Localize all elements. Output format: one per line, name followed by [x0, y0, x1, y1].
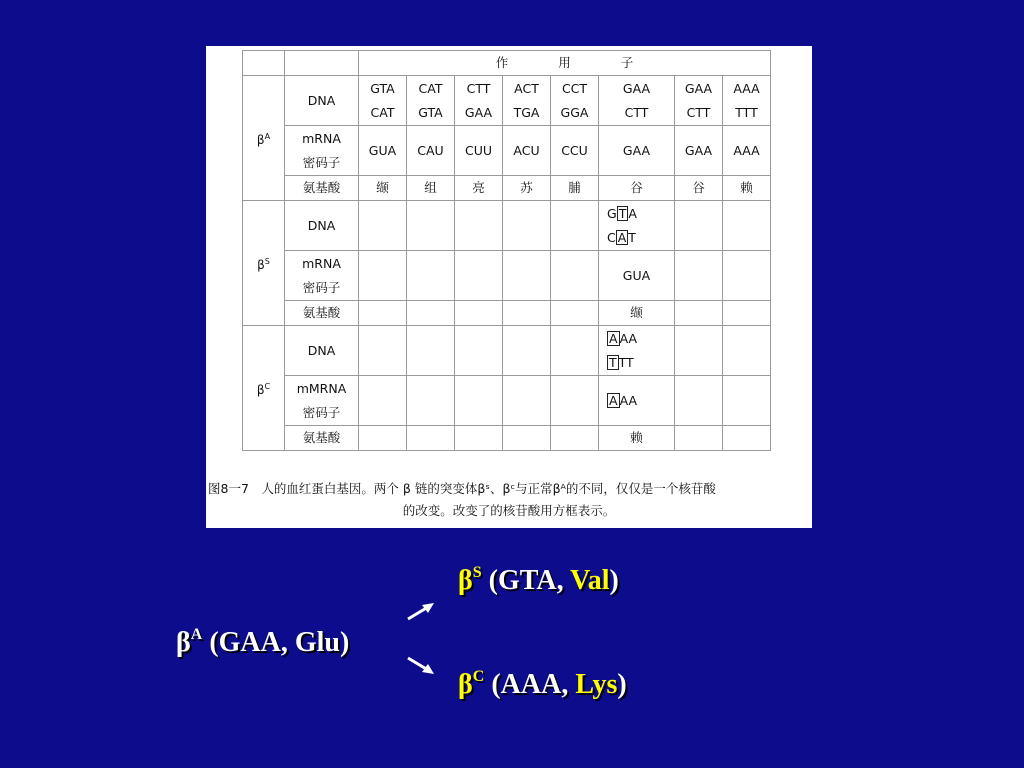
codon-header: 作 用 子	[359, 51, 771, 76]
mutated-nucleotide: A	[609, 392, 618, 408]
beta-c-codon: (AAA,	[484, 669, 576, 700]
nucleotide-text: G	[607, 205, 617, 221]
codon-cell	[675, 176, 723, 201]
figure-caption	[206, 478, 812, 522]
mutated-nucleotide: T	[618, 205, 627, 221]
codon-cell	[455, 426, 503, 451]
gene-superscript: A	[264, 131, 271, 141]
header-empty-cell	[285, 51, 359, 76]
codon-cell	[359, 251, 407, 301]
caption-line-1: 图8一7 人的血红蛋白基因。两个 β 链的突变体βˢ、βᶜ与正常βᴬ的不同，仅仅是一个核苷酸	[208, 481, 716, 496]
codon-text: GAA	[464, 104, 493, 120]
codon-cell	[407, 251, 455, 301]
codon-cell	[723, 251, 771, 301]
codon-cell	[675, 376, 723, 426]
table-row	[243, 201, 771, 251]
beta-symbol: β	[176, 627, 191, 658]
codon-text: 缬	[376, 180, 389, 195]
codon-cell	[599, 426, 675, 451]
row-label	[285, 326, 359, 376]
codon-text: ACU	[513, 142, 540, 158]
codon-text: 谷	[692, 180, 705, 195]
codon-cell	[675, 126, 723, 176]
codon-cell	[455, 201, 503, 251]
codon-cell	[723, 326, 771, 376]
nucleotide-text: T	[628, 229, 636, 245]
row-label-line: 氨基酸	[302, 180, 341, 195]
table-row	[243, 301, 771, 326]
mutant-codon-line	[599, 264, 674, 288]
codon-text: GGA	[560, 104, 589, 120]
codon-cell	[503, 201, 551, 251]
codon-text: TTT	[735, 104, 758, 120]
codon-cell	[723, 376, 771, 426]
nucleotide-text: GUA	[622, 267, 651, 283]
nucleotide-text: TT	[618, 354, 634, 370]
codon-text: CAU	[417, 142, 444, 158]
codon-text: 亮	[472, 180, 485, 195]
codon-cell	[455, 251, 503, 301]
beta-a-superscript: A	[190, 626, 203, 643]
beta-s-amino-acid: Val	[570, 565, 610, 596]
row-label-line: DNA	[307, 92, 336, 108]
codon-cell	[359, 76, 407, 126]
codon-cell	[675, 426, 723, 451]
codon-cell	[551, 326, 599, 376]
row-label	[285, 376, 359, 426]
table-row	[243, 176, 771, 201]
codon-cell	[599, 251, 675, 301]
nucleotide-text: 赖	[630, 430, 643, 445]
row-label-line: 密码子	[302, 154, 341, 170]
mutant-codon-line	[599, 327, 674, 351]
caption-line-2: 的改变。改变了的核苷酸用方框表示。	[402, 503, 616, 518]
codon-cell	[455, 126, 503, 176]
row-label-line: 密码子	[302, 404, 341, 420]
codon-text: GTA	[370, 80, 395, 96]
codon-cell	[407, 201, 455, 251]
beta-s-close: )	[609, 565, 619, 596]
codon-text: CAT	[418, 80, 443, 96]
table-row	[243, 251, 771, 301]
codon-cell	[503, 376, 551, 426]
codon-cell	[407, 301, 455, 326]
row-label	[285, 426, 359, 451]
beta-a-codon: (GAA, Glu)	[202, 627, 350, 658]
codon-cell	[551, 76, 599, 126]
beta-s-superscript: S	[472, 564, 482, 581]
codon-cell	[551, 251, 599, 301]
nucleotide-text: A	[628, 205, 637, 221]
codon-cell	[551, 376, 599, 426]
row-label	[285, 76, 359, 126]
codon-cell	[455, 76, 503, 126]
codon-cell	[599, 176, 675, 201]
codon-cell	[675, 301, 723, 326]
codon-cell	[503, 126, 551, 176]
beta-symbol: β	[256, 382, 265, 397]
codon-text: GAA	[684, 142, 713, 158]
codon-cell	[359, 326, 407, 376]
codon-text: AAA	[733, 142, 760, 158]
codon-cell	[723, 301, 771, 326]
codon-text: CCU	[561, 142, 588, 158]
beta-s-annotation	[458, 564, 619, 597]
codon-cell	[407, 326, 455, 376]
table-row	[243, 326, 771, 376]
arrow-up-icon	[400, 596, 440, 626]
table-row	[243, 376, 771, 426]
table-row	[243, 126, 771, 176]
codon-cell	[407, 426, 455, 451]
mutant-codon-line	[599, 426, 674, 450]
codon-cell	[503, 301, 551, 326]
codon-cell	[503, 426, 551, 451]
codon-cell	[359, 201, 407, 251]
codon-text: 组	[424, 180, 437, 195]
row-label-line: mRNA	[302, 130, 341, 146]
codon-cell	[551, 126, 599, 176]
codon-cell	[455, 376, 503, 426]
row-label	[285, 251, 359, 301]
hemoglobin-gene-table	[242, 50, 771, 451]
nucleotide-text: AA	[619, 330, 638, 346]
codon-cell	[359, 126, 407, 176]
beta-symbol: β	[256, 132, 265, 147]
codon-text: 谷	[630, 180, 643, 195]
table-header-row	[243, 51, 771, 76]
codon-cell	[723, 426, 771, 451]
codon-text: GUA	[368, 142, 397, 158]
codon-text: CTT	[624, 104, 649, 120]
codon-cell	[723, 126, 771, 176]
codon-text: CTT	[466, 80, 491, 96]
codon-cell	[359, 426, 407, 451]
codon-cell	[407, 76, 455, 126]
codon-cell	[503, 326, 551, 376]
codon-text: 脯	[568, 180, 581, 195]
row-label-line: 密码子	[302, 279, 341, 295]
codon-cell	[675, 76, 723, 126]
codon-cell	[599, 301, 675, 326]
nucleotide-text: AA	[619, 392, 638, 408]
mutated-nucleotide: T	[609, 354, 617, 370]
mutated-nucleotide: A	[609, 330, 618, 346]
codon-cell	[551, 201, 599, 251]
row-label-line: mMRNA	[296, 380, 347, 396]
beta-symbol: β	[458, 669, 473, 700]
codon-cell	[599, 376, 675, 426]
row-label-line: DNA	[307, 342, 336, 358]
codon-cell	[723, 176, 771, 201]
gene-superscript: C	[264, 381, 271, 391]
codon-cell	[407, 176, 455, 201]
row-label-line: 氨基酸	[302, 305, 341, 320]
beta-symbol: β	[458, 565, 473, 596]
codon-cell	[551, 426, 599, 451]
codon-cell	[407, 126, 455, 176]
codon-text: 苏	[520, 180, 533, 195]
row-label-line: mRNA	[302, 255, 341, 271]
header-empty-cell	[243, 51, 285, 76]
beta-c-superscript: C	[472, 668, 485, 685]
codon-cell	[675, 201, 723, 251]
gene-group-label	[243, 76, 285, 201]
beta-symbol: β	[257, 257, 265, 272]
codon-cell	[551, 301, 599, 326]
codon-cell	[599, 326, 675, 376]
codon-text: GTA	[418, 104, 443, 120]
codon-text: GAA	[622, 80, 651, 96]
beta-c-close: )	[617, 669, 627, 700]
codon-text: AAA	[733, 80, 760, 96]
gene-superscript: S	[264, 256, 270, 266]
mutant-codon-line	[599, 389, 674, 413]
mutant-codon-line	[599, 301, 674, 325]
codon-cell	[455, 301, 503, 326]
row-label	[285, 301, 359, 326]
codon-text: 赖	[740, 180, 753, 195]
nucleotide-text: 缬	[630, 305, 643, 320]
codon-cell	[675, 326, 723, 376]
gene-group-label	[243, 326, 285, 451]
mutated-nucleotide: A	[617, 229, 627, 245]
codon-cell	[407, 376, 455, 426]
codon-text: TGA	[513, 104, 540, 120]
beta-a-annotation	[176, 626, 349, 659]
mutant-codon-line	[599, 202, 674, 226]
codon-cell	[503, 76, 551, 126]
codon-cell	[675, 251, 723, 301]
codon-cell	[599, 76, 675, 126]
codon-cell	[599, 126, 675, 176]
beta-s-codon: (GTA,	[481, 565, 571, 596]
codon-cell	[455, 176, 503, 201]
codon-text: GAA	[684, 80, 713, 96]
table-row	[243, 76, 771, 126]
codon-cell	[359, 301, 407, 326]
codon-cell	[551, 176, 599, 201]
codon-cell	[723, 201, 771, 251]
codon-text: ACT	[514, 80, 539, 96]
codon-cell	[455, 326, 503, 376]
codon-cell	[503, 176, 551, 201]
beta-c-annotation	[458, 668, 627, 701]
gene-group-label	[243, 201, 285, 326]
codon-text: CTT	[686, 104, 711, 120]
gene-figure	[206, 46, 812, 528]
mutant-codon-line	[599, 351, 674, 375]
row-label	[285, 201, 359, 251]
codon-text: CAT	[370, 104, 395, 120]
codon-text: GAA	[622, 142, 651, 158]
row-label-line: 氨基酸	[302, 430, 341, 445]
codon-cell	[359, 376, 407, 426]
codon-text: CUU	[464, 142, 493, 158]
row-label	[285, 126, 359, 176]
codon-cell	[503, 251, 551, 301]
mutant-codon-line	[599, 226, 674, 250]
nucleotide-text: C	[607, 229, 616, 245]
codon-text: CCT	[561, 80, 588, 96]
beta-c-amino-acid: Lys	[575, 669, 618, 700]
row-label	[285, 176, 359, 201]
table-row	[243, 426, 771, 451]
row-label-line: DNA	[307, 217, 336, 233]
codon-cell	[359, 176, 407, 201]
arrow-down-icon	[400, 652, 440, 682]
codon-cell	[599, 201, 675, 251]
codon-cell	[723, 76, 771, 126]
